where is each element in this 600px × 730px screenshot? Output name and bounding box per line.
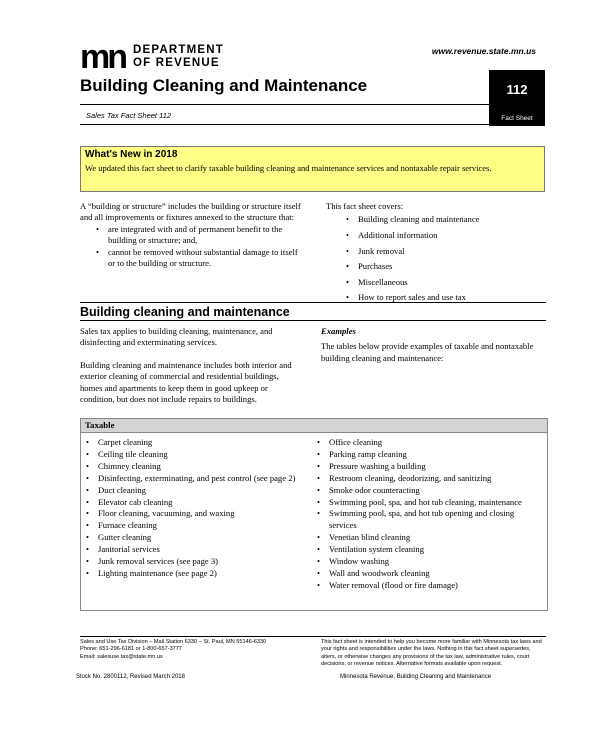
list-item: • are integrated with and of permanent benefit to the building or structure; and, (94, 224, 302, 247)
list-item: • Ceiling tile cleaning (84, 449, 306, 461)
list-item: • Water removal (flood or fire damage) (315, 580, 541, 592)
subtitle: Sales Tax Fact Sheet 112 (86, 111, 172, 120)
footer-page-title: Minnesota Revenue, Building Cleaning and Maintenance (340, 674, 492, 680)
list-item: • Elevator cab cleaning (84, 497, 306, 509)
covers-item-additional-info[interactable]: • Additional information (344, 228, 546, 244)
list-item: • Swimming pool, spa, and hot tub opening and closing services (315, 508, 541, 532)
page-title: Building Cleaning and Maintenance (80, 76, 368, 95)
section-left-column (80, 326, 302, 405)
whats-new-body: We updated this fact sheet to clarify taxable building cleaning and maintenance services and nontaxable repair services. (85, 163, 492, 173)
list-item: • Disinfecting, exterminating, and pest control (see page 2) (84, 473, 306, 485)
footer-address: Sales and Use Tax Division – Mail Station 6330 – St. Paul, MN 55146-6330 (80, 639, 267, 645)
taxable-right-list (315, 437, 541, 592)
covers-column (326, 201, 546, 306)
footer-disclaimer: This fact sheet is intended to help you become more familiar with Minnesota tax laws and your rights and responsibilities under the laws. Nothing in this fact sheet supersedes, alters, or otherwise changes any provisions of the tax law, administrative rules, court decisions, or revenue notices. Alternative formats available upon request. (321, 639, 542, 668)
fact-sheet-number: 112 (506, 82, 528, 97)
covers-item-miscellaneous[interactable]: • Miscellaneous (344, 275, 546, 291)
list-item: • Parking ramp cleaning (315, 449, 541, 461)
list-item: • Carpet cleaning (84, 437, 306, 449)
intro-column (80, 201, 302, 269)
examples-heading: Examples (321, 326, 356, 336)
list-item: • Duct cleaning (84, 485, 306, 497)
examples-text: The tables below provide examples of taxable and nontaxable building cleaning and maintenance: (321, 341, 534, 363)
section-top-rule (80, 302, 546, 303)
covers-item-how-to-report[interactable]: • How to report sales and use tax (344, 290, 546, 306)
list-item: • Window washing (315, 556, 541, 568)
list-item: • Junk removal services (see page 3) (84, 556, 306, 568)
footer-rule (80, 636, 546, 637)
list-item: • Chimney cleaning (84, 461, 306, 473)
list-item: • Floor cleaning, vacuuming, and waxing (84, 508, 306, 520)
list-item: • Janitorial services (84, 544, 306, 556)
intro-text: A “building or structure” includes the building or structure itself and all improvements or fixtures annexed to the structure that: (80, 201, 301, 223)
list-item: • Ventilation system cleaning (315, 544, 541, 556)
section-paragraph-1: Sales tax applies to building cleaning, maintenance, and disinfecting and exterminating services. (80, 326, 273, 348)
list-item: • Pressure washing a building (315, 461, 541, 473)
section-bottom-rule (80, 320, 546, 321)
department-line-2: OF REVENUE (133, 57, 220, 69)
fact-sheet-number-box (489, 70, 545, 126)
covers-item-junk-removal[interactable]: • Junk removal (344, 244, 546, 260)
covers-intro: This fact sheet covers: (326, 201, 404, 211)
subtitle-rule (80, 124, 489, 125)
list-item: • Gutter cleaning (84, 532, 306, 544)
taxable-heading: Taxable (85, 420, 115, 430)
taxable-table-header (81, 419, 547, 433)
whats-new-box (80, 146, 545, 192)
mn-logo-mark: mn (80, 38, 125, 76)
list-item: • cannot be removed without substantial damage to itself or to the building or structure. (94, 247, 302, 270)
stock-number: Stock No. 2800112, Revised March 2018 (76, 674, 185, 680)
covers-list (344, 212, 546, 306)
website-url[interactable]: www.revenue.state.mn.us (431, 46, 536, 56)
list-item: • Lighting maintenance (see page 2) (84, 568, 306, 580)
department-line-1: DEPARTMENT (133, 44, 225, 56)
fact-sheet-label: Fact Sheet (501, 115, 533, 122)
intro-bullets (94, 224, 302, 270)
section-paragraph-2: Building cleaning and maintenance includes both interior and exterior cleaning of commercial and residential buildings, homes and apartments to keep them in good upkeep or condition, but does not include repairs to buildings. (80, 359, 292, 405)
list-item: • Restroom cleaning, deodorizing, and sanitizing (315, 473, 541, 485)
list-item: • Office cleaning (315, 437, 541, 449)
department-logo (80, 38, 225, 76)
list-item: • Smoke odor counteracting (315, 485, 541, 497)
taxable-table (80, 418, 548, 611)
section-right-column (321, 326, 543, 364)
footer-email[interactable]: Email: salesuse.tax@state.mn.us (80, 653, 163, 660)
whats-new-heading: What's New in 2018 (85, 149, 178, 160)
list-item: • Swimming pool, spa, and hot tub cleaning, maintenance (315, 497, 541, 509)
taxable-left-list (84, 437, 306, 580)
covers-item-purchases[interactable]: • Purchases (344, 259, 546, 275)
department-name (133, 44, 224, 70)
list-item: • Furnace cleaning (84, 520, 306, 532)
covers-item-building-cleaning[interactable]: • Building cleaning and maintenance (344, 212, 546, 228)
list-item: • Wall and woodwork cleaning (315, 568, 541, 580)
footer-phone: Phone: 651-296-6181 or 1-800-657-3777 (80, 646, 183, 653)
footer-contact (80, 639, 300, 661)
header-rule (80, 104, 489, 105)
section-heading: Building cleaning and maintenance (80, 305, 290, 319)
list-item: • Venetian blind cleaning (315, 532, 541, 544)
